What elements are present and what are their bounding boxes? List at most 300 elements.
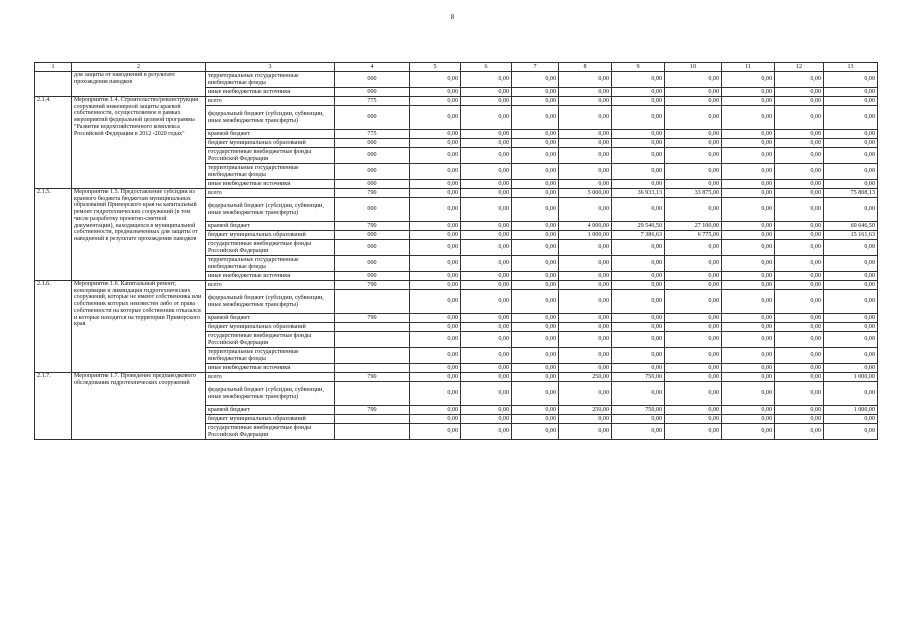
table-row xyxy=(35,281,878,290)
amount-cell: 0,00 xyxy=(612,382,665,406)
amount-cell: 0,00 xyxy=(665,148,722,164)
item-name: для защиты от наводнений в результате прохождения паводков xyxy=(72,72,206,97)
amount-cell: 0,00 xyxy=(722,97,775,106)
amount-cell: 0,00 xyxy=(775,139,824,148)
amount-cell: 0,00 xyxy=(410,323,461,332)
amount-cell: 0,00 xyxy=(559,106,612,130)
table-row xyxy=(35,97,878,106)
amount-cell: 0,00 xyxy=(824,281,878,290)
amount-cell: 0,00 xyxy=(461,222,512,231)
amount-cell: 0,00 xyxy=(410,240,461,256)
amount-cell: 0,00 xyxy=(722,106,775,130)
amount-cell: 0,00 xyxy=(559,130,612,139)
budget-code: 000 xyxy=(335,240,410,256)
funding-source: иные внебюджетные источники xyxy=(206,180,335,189)
amount-cell: 0,00 xyxy=(775,373,824,382)
amount-cell: 0,00 xyxy=(775,314,824,323)
amount-cell: 0,00 xyxy=(512,97,559,106)
amount-cell: 0,00 xyxy=(665,415,722,424)
amount-cell: 0,00 xyxy=(559,348,612,364)
amount-cell: 0,00 xyxy=(461,231,512,240)
funding-source: краевой бюджет xyxy=(206,406,335,415)
funding-source: бюджет муниципальных образований xyxy=(206,323,335,332)
amount-cell: 0,00 xyxy=(512,88,559,97)
amount-cell: 0,00 xyxy=(512,240,559,256)
amount-cell: 750,00 xyxy=(612,373,665,382)
amount-cell: 0,00 xyxy=(512,415,559,424)
funding-source: государственные внебюджетные фонды Российской Федерации xyxy=(206,240,335,256)
amount-cell: 0,00 xyxy=(461,382,512,406)
amount-cell: 0,00 xyxy=(722,240,775,256)
column-header: 13 xyxy=(824,63,878,72)
amount-cell: 0,00 xyxy=(461,373,512,382)
amount-cell: 0,00 xyxy=(410,222,461,231)
amount-cell: 0,00 xyxy=(775,198,824,222)
amount-cell: 0,00 xyxy=(512,424,559,440)
funding-source: всего xyxy=(206,281,335,290)
amount-cell: 0,00 xyxy=(612,364,665,373)
amount-cell: 0,00 xyxy=(775,222,824,231)
amount-cell: 0,00 xyxy=(775,106,824,130)
amount-cell: 0,00 xyxy=(559,332,612,348)
amount-cell: 0,00 xyxy=(775,406,824,415)
amount-cell: 0,00 xyxy=(461,164,512,180)
budget-code: 000 xyxy=(335,164,410,180)
amount-cell: 0,00 xyxy=(461,97,512,106)
amount-cell: 0,00 xyxy=(410,281,461,290)
amount-cell: 0,00 xyxy=(824,106,878,130)
amount-cell: 0,00 xyxy=(461,332,512,348)
amount-cell: 0,00 xyxy=(775,323,824,332)
column-header: 4 xyxy=(335,63,410,72)
amount-cell: 0,00 xyxy=(824,88,878,97)
budget-code: 790 xyxy=(335,189,410,198)
amount-cell: 0,00 xyxy=(824,323,878,332)
amount-cell: 0,00 xyxy=(665,348,722,364)
amount-cell: 0,00 xyxy=(410,88,461,97)
budget-code: 000 xyxy=(335,139,410,148)
amount-cell: 0,00 xyxy=(824,164,878,180)
budget-code: 000 xyxy=(335,88,410,97)
amount-cell: 0,00 xyxy=(612,139,665,148)
amount-cell: 0,00 xyxy=(612,332,665,348)
column-header: 2 xyxy=(72,63,206,72)
amount-cell: 0,00 xyxy=(410,72,461,88)
item-code: 2.1.6. xyxy=(35,281,72,373)
amount-cell: 0,00 xyxy=(824,180,878,189)
amount-cell: 0,00 xyxy=(722,164,775,180)
amount-cell: 0,00 xyxy=(612,348,665,364)
amount-cell: 0,00 xyxy=(512,106,559,130)
amount-cell: 0,00 xyxy=(512,231,559,240)
amount-cell: 0,00 xyxy=(612,198,665,222)
amount-cell: 7 386,63 xyxy=(612,231,665,240)
amount-cell: 0,00 xyxy=(824,424,878,440)
amount-cell: 6 775,00 xyxy=(665,231,722,240)
amount-cell: 0,00 xyxy=(410,148,461,164)
amount-cell: 0,00 xyxy=(722,139,775,148)
amount-cell: 0,00 xyxy=(722,406,775,415)
amount-cell: 0,00 xyxy=(665,240,722,256)
amount-cell: 0,00 xyxy=(824,198,878,222)
amount-cell: 0,00 xyxy=(461,240,512,256)
amount-cell: 0,00 xyxy=(612,180,665,189)
budget-code xyxy=(335,382,410,406)
amount-cell: 75 808,13 xyxy=(824,189,878,198)
funding-source: всего xyxy=(206,97,335,106)
amount-cell: 0,00 xyxy=(461,290,512,314)
amount-cell: 0,00 xyxy=(612,72,665,88)
amount-cell: 0,00 xyxy=(512,373,559,382)
amount-cell: 0,00 xyxy=(824,139,878,148)
amount-cell: 0,00 xyxy=(512,148,559,164)
amount-cell: 0,00 xyxy=(775,424,824,440)
amount-cell: 0,00 xyxy=(410,164,461,180)
funding-source: всего xyxy=(206,189,335,198)
amount-cell: 0,00 xyxy=(559,281,612,290)
amount-cell: 0,00 xyxy=(824,256,878,272)
amount-cell: 0,00 xyxy=(665,180,722,189)
item-code: 2.1.4. xyxy=(35,97,72,189)
amount-cell: 0,00 xyxy=(722,231,775,240)
amount-cell: 0,00 xyxy=(461,406,512,415)
amount-cell: 0,00 xyxy=(612,148,665,164)
amount-cell: 0,00 xyxy=(722,323,775,332)
item-name: Мероприятие 1.4. Строительство/реконструкция сооружений инженерной защиты краевой собственности, осуществляемое в рамках мероприятий федеральной целевой программы "Развитие водохозяйственного комплекса Российской Федерации в 2012 -2020 годах" xyxy=(72,97,206,189)
amount-cell: 0,00 xyxy=(410,180,461,189)
amount-cell: 0,00 xyxy=(512,382,559,406)
amount-cell: 0,00 xyxy=(665,290,722,314)
budget-code xyxy=(335,323,410,332)
amount-cell: 0,00 xyxy=(461,281,512,290)
amount-cell: 0,00 xyxy=(461,148,512,164)
amount-cell: 0,00 xyxy=(512,180,559,189)
amount-cell: 0,00 xyxy=(461,415,512,424)
budget-code: 000 xyxy=(335,106,410,130)
amount-cell: 0,00 xyxy=(722,189,775,198)
amount-cell: 0,00 xyxy=(410,130,461,139)
amount-cell: 0,00 xyxy=(559,198,612,222)
budget-code: 000 xyxy=(335,198,410,222)
amount-cell: 0,00 xyxy=(512,332,559,348)
amount-cell: 0,00 xyxy=(410,290,461,314)
item-name: Мероприятие 1.6. Капитальный ремонт, консервация и ликвидация гидротехнических сооружений, которые не имеют собственника или собственник которых неизвестен либо от права собственности на которые собственник отказался и которые находятся на территории Приморского края xyxy=(72,281,206,373)
amount-cell: 0,00 xyxy=(722,364,775,373)
amount-cell: 0,00 xyxy=(559,424,612,440)
amount-cell: 0,00 xyxy=(512,348,559,364)
amount-cell: 0,00 xyxy=(410,189,461,198)
amount-cell: 0,00 xyxy=(461,139,512,148)
amount-cell: 36 933,13 xyxy=(612,189,665,198)
amount-cell: 0,00 xyxy=(722,290,775,314)
amount-cell: 1 000,00 xyxy=(824,406,878,415)
amount-cell: 0,00 xyxy=(775,256,824,272)
funding-source: бюджет муниципальных образований xyxy=(206,415,335,424)
funding-source: территориальные государственные внебюджетные фонды xyxy=(206,72,335,88)
amount-cell: 0,00 xyxy=(775,348,824,364)
amount-cell: 0,00 xyxy=(461,272,512,281)
amount-cell: 0,00 xyxy=(512,130,559,139)
amount-cell: 0,00 xyxy=(512,72,559,88)
amount-cell: 0,00 xyxy=(665,382,722,406)
amount-cell: 0,00 xyxy=(461,424,512,440)
budget-code: 775 xyxy=(335,97,410,106)
column-header: 7 xyxy=(512,63,559,72)
amount-cell: 0,00 xyxy=(665,281,722,290)
amount-cell: 0,00 xyxy=(824,148,878,164)
budget-code xyxy=(335,364,410,373)
amount-cell: 0,00 xyxy=(824,348,878,364)
amount-cell: 0,00 xyxy=(665,72,722,88)
item-name: Мероприятие 1.5. Предоставление субсидии из краевого бюджета бюджетам муниципальных образований Приморского края на капитальный ремонт гидротехнических сооружений (в том числе разработку проектно-сметной документации), находящихся в муниципальной собственности, предназначенных для защиты от наводнений в результате прохождения паводков xyxy=(72,189,206,281)
amount-cell: 0,00 xyxy=(410,415,461,424)
amount-cell: 0,00 xyxy=(559,139,612,148)
table-row xyxy=(35,373,878,382)
amount-cell: 0,00 xyxy=(775,164,824,180)
amount-cell: 0,00 xyxy=(665,106,722,130)
budget-code xyxy=(335,415,410,424)
funding-source: бюджет муниципальных образований xyxy=(206,139,335,148)
amount-cell: 0,00 xyxy=(722,332,775,348)
amount-cell: 0,00 xyxy=(722,180,775,189)
amount-cell: 0,00 xyxy=(512,272,559,281)
amount-cell: 0,00 xyxy=(722,72,775,88)
budget-code xyxy=(335,348,410,364)
amount-cell: 0,00 xyxy=(559,323,612,332)
amount-cell: 0,00 xyxy=(775,231,824,240)
amount-cell: 0,00 xyxy=(775,382,824,406)
amount-cell: 0,00 xyxy=(665,373,722,382)
amount-cell: 0,00 xyxy=(612,106,665,130)
amount-cell: 27 100,00 xyxy=(665,222,722,231)
amount-cell: 0,00 xyxy=(410,424,461,440)
amount-cell: 0,00 xyxy=(722,348,775,364)
funding-source: краевой бюджет xyxy=(206,222,335,231)
amount-cell: 0,00 xyxy=(722,373,775,382)
amount-cell: 0,00 xyxy=(665,198,722,222)
amount-cell: 0,00 xyxy=(512,281,559,290)
funding-source: краевой бюджет xyxy=(206,130,335,139)
amount-cell: 0,00 xyxy=(665,323,722,332)
amount-cell: 0,00 xyxy=(824,72,878,88)
amount-cell: 0,00 xyxy=(722,424,775,440)
funding-source: государственные внебюджетные фонды Российской Федерации xyxy=(206,424,335,440)
amount-cell: 0,00 xyxy=(722,88,775,97)
amount-cell: 0,00 xyxy=(665,97,722,106)
amount-cell: 0,00 xyxy=(461,314,512,323)
amount-cell: 0,00 xyxy=(775,180,824,189)
amount-cell: 0,00 xyxy=(410,382,461,406)
amount-cell: 0,00 xyxy=(722,130,775,139)
amount-cell: 0,00 xyxy=(461,256,512,272)
amount-cell: 4 000,00 xyxy=(559,222,612,231)
amount-cell: 0,00 xyxy=(461,72,512,88)
amount-cell: 0,00 xyxy=(559,180,612,189)
amount-cell: 0,00 xyxy=(775,415,824,424)
funding-source: федеральный бюджет (субсидии, субвенции, иные межбюджетные трансферты) xyxy=(206,382,335,406)
table-body xyxy=(35,63,878,440)
amount-cell: 33 875,00 xyxy=(665,189,722,198)
amount-cell: 0,00 xyxy=(410,364,461,373)
amount-cell: 0,00 xyxy=(512,323,559,332)
amount-cell: 0,00 xyxy=(665,406,722,415)
amount-cell: 0,00 xyxy=(512,222,559,231)
amount-cell: 0,00 xyxy=(410,406,461,415)
amount-cell: 0,00 xyxy=(410,256,461,272)
amount-cell: 0,00 xyxy=(410,348,461,364)
amount-cell: 0,00 xyxy=(775,130,824,139)
budget-code: 790 xyxy=(335,222,410,231)
amount-cell: 0,00 xyxy=(775,364,824,373)
amount-cell: 1 000,00 xyxy=(559,231,612,240)
amount-cell: 0,00 xyxy=(559,164,612,180)
amount-cell: 0,00 xyxy=(665,424,722,440)
amount-cell: 0,00 xyxy=(612,272,665,281)
amount-cell: 0,00 xyxy=(612,290,665,314)
amount-cell: 0,00 xyxy=(775,281,824,290)
amount-cell: 0,00 xyxy=(410,139,461,148)
budget-code: 790 xyxy=(335,314,410,323)
amount-cell: 0,00 xyxy=(775,272,824,281)
amount-cell: 0,00 xyxy=(665,272,722,281)
amount-cell: 0,00 xyxy=(559,256,612,272)
amount-cell: 0,00 xyxy=(824,290,878,314)
funding-source: всего xyxy=(206,373,335,382)
amount-cell: 0,00 xyxy=(722,415,775,424)
column-header: 6 xyxy=(461,63,512,72)
budget-code xyxy=(335,332,410,348)
item-name: Мероприятие 1.7. Проведение предпаводкового обследования гидротехнических сооружений xyxy=(72,373,206,440)
budget-code: 000 xyxy=(335,180,410,189)
amount-cell: 0,00 xyxy=(775,88,824,97)
amount-cell: 0,00 xyxy=(461,106,512,130)
budget-code: 000 xyxy=(335,256,410,272)
amount-cell: 0,00 xyxy=(461,180,512,189)
amount-cell: 250,00 xyxy=(559,373,612,382)
header-row xyxy=(35,63,878,72)
amount-cell: 15 161,63 xyxy=(824,231,878,240)
amount-cell: 0,00 xyxy=(722,148,775,164)
column-header: 8 xyxy=(559,63,612,72)
budget-code: 000 xyxy=(335,272,410,281)
amount-cell: 0,00 xyxy=(775,290,824,314)
amount-cell: 0,00 xyxy=(559,97,612,106)
item-code: 2.1.7. xyxy=(35,373,72,440)
amount-cell: 0,00 xyxy=(512,164,559,180)
amount-cell: 0,00 xyxy=(559,88,612,97)
amount-cell: 0,00 xyxy=(461,130,512,139)
budget-code: 000 xyxy=(335,231,410,240)
amount-cell: 0,00 xyxy=(665,88,722,97)
amount-cell: 0,00 xyxy=(559,290,612,314)
page-number: 8 xyxy=(450,13,455,21)
budget-code: 000 xyxy=(335,148,410,164)
amount-cell: 0,00 xyxy=(461,364,512,373)
amount-cell: 0,00 xyxy=(775,240,824,256)
amount-cell: 5 000,00 xyxy=(559,189,612,198)
amount-cell: 0,00 xyxy=(410,106,461,130)
amount-cell: 0,00 xyxy=(824,382,878,406)
funding-source: иные внебюджетные источники xyxy=(206,88,335,97)
funding-source: федеральный бюджет (субсидии, субвенции, иные межбюджетные трансферты) xyxy=(206,290,335,314)
funding-source: территориальные государственные внебюджетные фонды xyxy=(206,256,335,272)
amount-cell: 0,00 xyxy=(824,332,878,348)
amount-cell: 0,00 xyxy=(612,88,665,97)
amount-cell: 0,00 xyxy=(559,314,612,323)
column-header: 5 xyxy=(410,63,461,72)
funding-source: иные внебюджетные источники xyxy=(206,364,335,373)
amount-cell: 0,00 xyxy=(559,272,612,281)
amount-cell: 0,00 xyxy=(612,281,665,290)
amount-cell: 0,00 xyxy=(722,222,775,231)
amount-cell: 0,00 xyxy=(665,256,722,272)
budget-code: 790 xyxy=(335,281,410,290)
amount-cell: 0,00 xyxy=(722,256,775,272)
budget-code: 790 xyxy=(335,406,410,415)
amount-cell: 0,00 xyxy=(612,323,665,332)
column-header: 12 xyxy=(775,63,824,72)
amount-cell: 0,00 xyxy=(722,272,775,281)
amount-cell: 60 646,50 xyxy=(824,222,878,231)
column-header: 10 xyxy=(665,63,722,72)
amount-cell: 0,00 xyxy=(559,148,612,164)
amount-cell: 0,00 xyxy=(824,314,878,323)
amount-cell: 0,00 xyxy=(824,415,878,424)
amount-cell: 0,00 xyxy=(461,323,512,332)
amount-cell: 0,00 xyxy=(559,382,612,406)
amount-cell: 0,00 xyxy=(775,332,824,348)
amount-cell: 0,00 xyxy=(410,314,461,323)
amount-cell: 29 546,50 xyxy=(612,222,665,231)
amount-cell: 0,00 xyxy=(410,97,461,106)
amount-cell: 0,00 xyxy=(775,148,824,164)
amount-cell: 0,00 xyxy=(559,364,612,373)
budget-code xyxy=(335,424,410,440)
amount-cell: 1 000,00 xyxy=(824,373,878,382)
amount-cell: 0,00 xyxy=(461,198,512,222)
item-code: 2.1.5. xyxy=(35,189,72,281)
amount-cell: 0,00 xyxy=(775,72,824,88)
funding-source: иные внебюджетные источники xyxy=(206,272,335,281)
funding-source: территориальные государственные внебюджетные фонды xyxy=(206,164,335,180)
funding-source: государственные внебюджетные фонды Российской Федерации xyxy=(206,332,335,348)
amount-cell: 0,00 xyxy=(612,97,665,106)
amount-cell: 0,00 xyxy=(824,97,878,106)
amount-cell: 0,00 xyxy=(665,314,722,323)
amount-cell: 0,00 xyxy=(612,424,665,440)
funding-source: федеральный бюджет (субсидии, субвенции, иные межбюджетные трансферты) xyxy=(206,198,335,222)
funding-source: государственные внебюджетные фонды Российской Федерации xyxy=(206,148,335,164)
budget-code: 775 xyxy=(335,130,410,139)
amount-cell: 0,00 xyxy=(722,281,775,290)
amount-cell: 0,00 xyxy=(559,240,612,256)
column-header: 11 xyxy=(722,63,775,72)
amount-cell: 0,00 xyxy=(612,164,665,180)
amount-cell: 0,00 xyxy=(722,314,775,323)
amount-cell: 0,00 xyxy=(665,164,722,180)
column-header: 1 xyxy=(35,63,72,72)
amount-cell: 0,00 xyxy=(722,198,775,222)
amount-cell: 0,00 xyxy=(722,382,775,406)
amount-cell: 0,00 xyxy=(410,198,461,222)
amount-cell: 0,00 xyxy=(461,88,512,97)
amount-cell: 0,00 xyxy=(665,139,722,148)
amount-cell: 0,00 xyxy=(612,130,665,139)
amount-cell: 0,00 xyxy=(512,290,559,314)
funding-source: федеральный бюджет (субсидии, субвенции, иные межбюджетные трансферты) xyxy=(206,106,335,130)
column-header: 9 xyxy=(612,63,665,72)
budget-code: 790 xyxy=(335,373,410,382)
